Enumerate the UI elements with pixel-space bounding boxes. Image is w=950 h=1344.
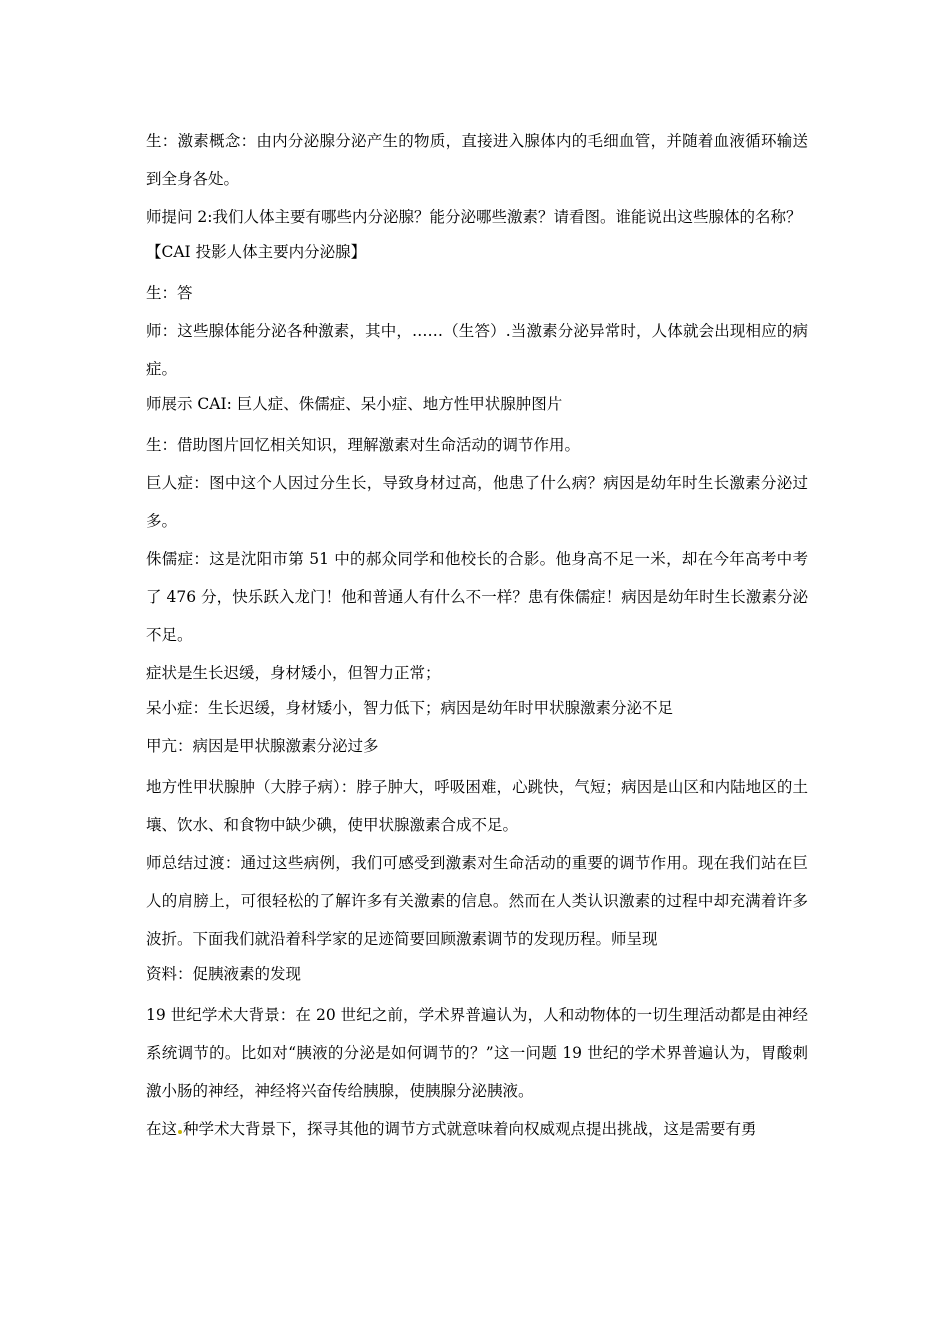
inline-mark-dot [178,1130,182,1134]
paragraph-challenge-rest: 种学术大背景下，探寻其他的调节方式就意味着向权威观点提出挑战，这是需要有勇 [183,1120,757,1138]
paragraph-hormone-concept: 生：激素概念：由内分泌腺分泌产生的物质，直接进入腺体内的毛细血管，并随着血液循环输送到全身各处。 [146,132,808,188]
paragraph-material-title: 资料：促胰液素的发现 [146,965,302,983]
paragraph-student-recall: 生：借助图片回忆相关知识，理解激素对生命活动的调节作用。 [146,436,581,454]
paragraph-symptoms: 症状是生长迟缓，身材矮小，但智力正常； [146,664,441,682]
paragraph-goiter: 地方性甲状腺肿（大脖子病）：脖子肿大，呼吸困难，心跳快，气短；病因是山区和内陆地区的土壤、饮水、和食物中缺少碘，使甲状腺激素合成不足。 [146,778,808,834]
paragraph-cretinism: 呆小症：生长迟缓，身材矮小，智力低下；病因是幼年时甲状腺激素分泌不足 [146,699,674,717]
paragraph-gigantism: 巨人症：图中这个人因过分生长，导致身材过高，他患了什么病？病因是幼年时生长激素分泌过多。 [146,474,808,530]
paragraph-challenge [146,1110,808,1148]
paragraph-challenge-start: 在这 [146,1120,178,1138]
paragraph-teacher-shows-cai: 师展示 CAI: 巨人症、侏儒症、呆小症、地方性甲状腺肿图片 [146,395,563,413]
paragraph-student-answer: 生：答 [146,284,193,302]
document-body [146,122,808,1148]
paragraph-hyperthyroidism: 甲亢：病因是甲状腺激素分泌过多 [146,737,379,755]
paragraph-dwarfism: 侏儒症：这是沈阳市第 51 中的郝众同学和他校长的合影。他身高不足一米，却在今年高考中考了 476 分，快乐跃入龙门！他和普通人有什么不一样？患有侏儒症！病因是幼年时生长激素分泌不足。 [146,550,808,644]
paragraph-teacher-question-2: 师提问 2:我们人体主要有哪些内分泌腺？能分泌哪些激素？请看图。谁能说出这些腺体的名称？ [146,208,802,226]
paragraph-19th-century-background: 19 世纪学术大背景：在 20 世纪之前，学术界普遍认为，人和动物体的一切生理活动都是由神经系统调节的。比如对“胰液的分泌是如何调节的？”这一问题 19 世纪的学术界普遍认为，胃酸刺激小肠的神经，神经将兴奋传给胰腺，使胰腺分泌胰液。 [146,1006,808,1100]
paragraph-teacher-explanation: 师：这些腺体能分泌各种激素，其中，……（生答）.当激素分泌异常时，人体就会出现相应的病症。 [146,322,808,378]
paragraph-cai-projection: 【CAI 投影人体主要内分泌腺】 [146,243,367,261]
paragraph-teacher-summary: 师总结过渡：通过这些病例，我们可感受到激素对生命活动的重要的调节作用。现在我们站在巨人的肩膀上，可很轻松的了解许多有关激素的信息。然而在人类认识激素的过程中却充满着许多波折。下面我们就沿着科学家的足迹简要回顾激素调节的发现历程。师呈现 [146,854,808,948]
